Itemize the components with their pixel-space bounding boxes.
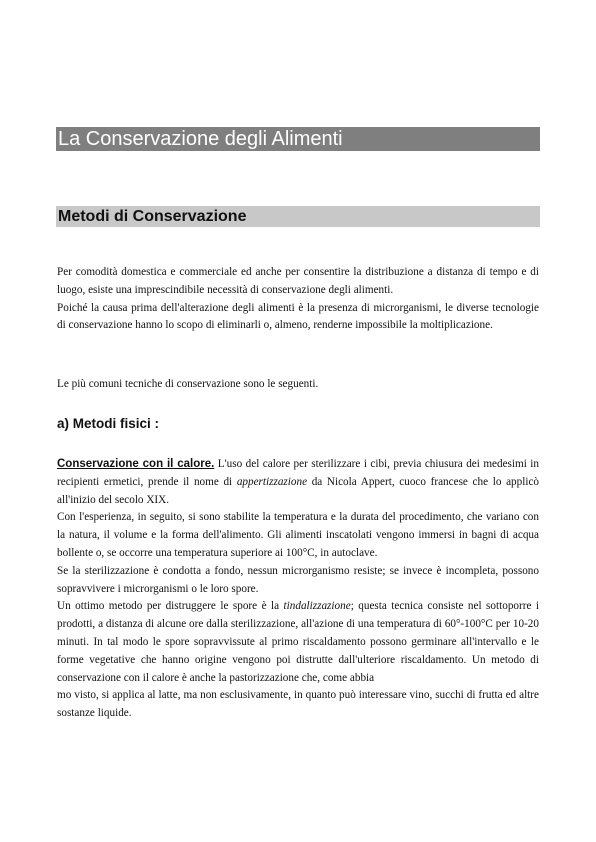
calore-paragraph (57, 598, 539, 687)
calore-text: da Nicola Appert, cuoco francese che lo applicò all'inizio del secolo XIX. (57, 475, 539, 506)
term-appertizzazione: appertizzazione (236, 475, 308, 488)
lead-text: Le più comuni tecniche di conservazione sono le seguenti. (57, 378, 319, 390)
calore-paragraph: Se la sterilizzazione è condotta a fondo, nessun microrganismo resiste; se invece è incompleta, possono sopravvivere i microrganismi o le loro spore. (57, 564, 539, 595)
calore-text: L'uso del calore per sterilizzare i cibi, previa chiusura dei medesimi in recipienti ermetici, prende il nome di (57, 458, 539, 488)
intro-paragraph: Poiché la causa prima dell'alterazione degli alimenti è la presenza di microrganismi, le diverse tecnologie di conservazione hanno lo scopo di eliminarli o, almeno, renderne impossibile la moltiplicazione. (57, 301, 539, 332)
intro-text (57, 264, 539, 335)
calore-section (57, 456, 539, 723)
calore-paragraph (57, 456, 539, 509)
calore-text: Un ottimo metodo per distruggere le spore è la (57, 600, 284, 613)
term-tindalizzazione: tindalizzazione (283, 600, 351, 613)
calore-heading: Conservazione con il calore. (57, 458, 215, 470)
lead-paragraph (57, 376, 539, 394)
document-title: La Conservazione degli Alimenti (56, 127, 540, 151)
calore-paragraph: Con l'esperienza, in seguito, si sono stabilite la temperatura e la durata del procedimento, che variano con la natura, il volume e la forma dell'alimento. Gli alimenti inscatolati vengono immersi in bagni di acqua bollente o, se occorre una temperatura superiore ai 100°C, in autoclave. (57, 511, 539, 559)
subsection-heading: a) Metodi fisici : (57, 416, 160, 431)
intro-paragraph: Per comodità domestica e commerciale ed anche per consentire la distribuzione a distanza di tempo e di luogo, esiste una imprescindibile necessità di conservazione degli alimenti. (57, 266, 539, 296)
calore-paragraph: mo visto, si applica al latte, ma non esclusivamente, in quanto può interessare vino, succhi di frutta ed altre sostanze liquide. (57, 689, 539, 720)
calore-text: ; questa tecnica consiste nel sottoporre i prodotti, a distanza di alcune ore dalla sterilizzazione, all'azione di una temperatura di 60°-100°C per 10-20 minuti. In tal modo le spore sopravvissute al primo riscaldamento possono germinare all'intervallo e le forme vegetative che hanno origine vengono poi distrutte dall'ulteriore riscaldamento. Un metodo di conservazione con il calore è anche la pastorizzazione che, come abbia (57, 600, 539, 684)
section-title: Metodi di Conservazione (56, 206, 540, 227)
